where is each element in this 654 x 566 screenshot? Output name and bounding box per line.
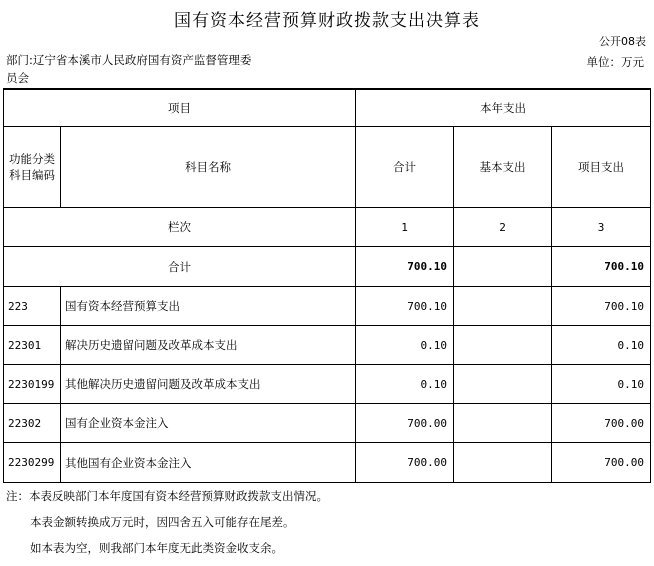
note-line-1: 注：本表反映部门本年度国有资本经营预算财政拨款支出情况。 [6,489,328,503]
row-basic [454,287,551,325]
note-line-3: 如本表为空，则我部门本年度无此类资金收支余。 [30,541,283,555]
row-code: 2230199 [8,377,55,391]
row-basic [454,365,551,403]
department-label: 部门:辽宁省本溪市人民政府国有资产监督管理委员会 [6,53,252,85]
row-project: 700.10 [604,299,644,313]
row-total: 700.10 [407,299,447,313]
row-code: 22301 [8,338,42,352]
row-project: 700.00 [604,416,644,430]
row-project: 0.10 [617,338,644,352]
row-name: 国有企业资本金注入 [65,416,169,430]
row-name: 其他国有企业资本金注入 [65,455,192,470]
row-project: 700.00 [604,456,644,469]
row-basic [454,443,551,482]
column-index-1: 1 [401,220,408,234]
row-code: 223 [8,299,28,313]
total-row-total: 700.10 [407,260,447,273]
row-name: 解决历史遗留问题及改革成本支出 [65,338,238,352]
header-item: 项目 [168,101,191,115]
row-total: 0.10 [420,377,447,391]
header-project: 项目支出 [578,160,624,174]
total-row-project: 700.10 [604,260,644,273]
header-subject-name: 科目名称 [185,160,231,174]
header-current-year: 本年支出 [480,101,526,115]
row-total: 0.10 [420,338,447,352]
row-code: 22302 [8,416,42,430]
header-func-code: 功能分类科目编码 [9,152,55,182]
row-name: 国有资本经营预算支出 [65,299,180,313]
row-basic [454,326,551,364]
unit-label: 单位：万元 [586,55,644,69]
header-basic: 基本支出 [479,160,526,174]
page-title: 国有资本经营预算财政拨款支出决算表 [174,11,480,31]
row-name: 其他解决历史遗留问题及改革成本支出 [65,377,261,391]
row-project: 0.10 [617,377,644,391]
column-index-3: 3 [597,220,605,234]
column-index-label: 栏次 [168,220,191,234]
column-index-2: 2 [499,220,506,234]
total-row-basic [454,247,551,286]
note-line-2: 本表金额转换成万元时，因四舍五入可能存在尾差。 [30,515,295,529]
doc-code: 公开08表 [599,35,646,48]
row-basic [454,404,551,442]
row-total: 700.00 [407,416,447,430]
row-total: 700.00 [407,456,447,469]
row-code: 2230299 [8,456,55,469]
header-total: 合计 [393,160,416,174]
total-row-label: 合计 [168,259,191,274]
